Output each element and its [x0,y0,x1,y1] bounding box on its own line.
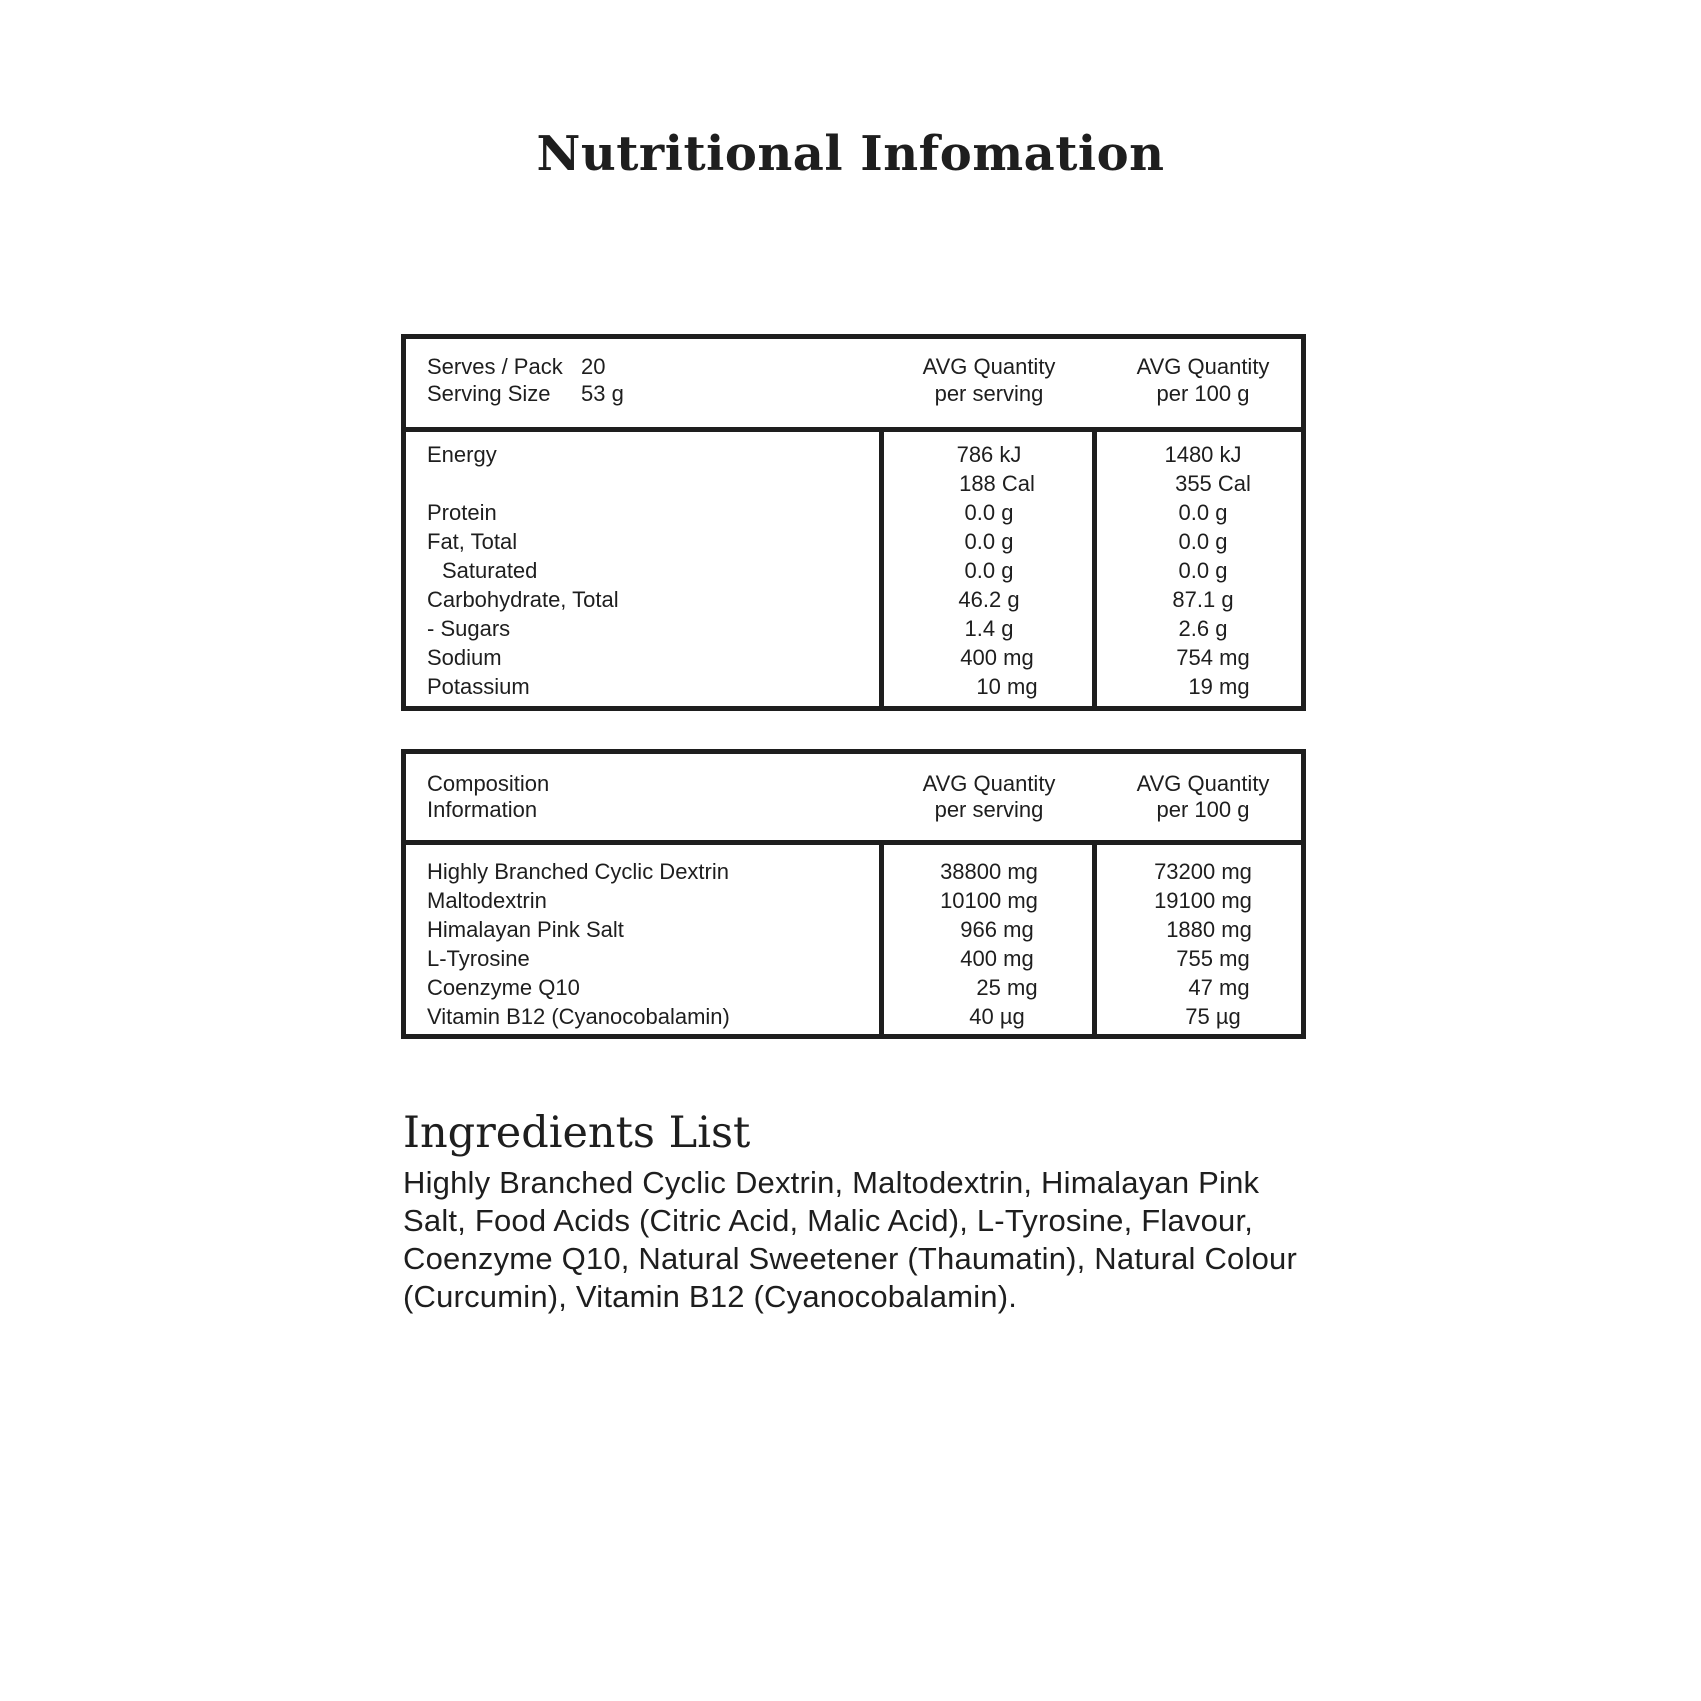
per-100g-value: 754 mg [1176,645,1250,670]
component-label: Coenzyme Q10 [427,975,580,1000]
per-100g-header-line2: per 100 g [1156,797,1250,822]
per-100g-value: 19100 mg [1154,888,1252,913]
component-label: L-Tyrosine [427,946,530,971]
per-serving-value: 0.0 g [964,558,1014,583]
per-serving-value: 38800 mg [940,859,1038,884]
nutrient-label: Potassium [427,674,530,699]
per-serving-value: 400 mg [960,645,1034,670]
nutrient-label: Energy [427,442,497,467]
composition-row [406,915,1301,944]
per-100g-value: 47 mg [1188,975,1250,1000]
per-100g-header-line2: per 100 g [1156,381,1250,406]
composition-header-line2: Information [427,797,538,822]
composition-row [406,886,1301,915]
composition-body [406,845,1301,1034]
composition-row [406,1002,1301,1031]
page-title: Nutritional Infomation [536,126,1165,182]
composition-row [406,944,1301,973]
serves-value: 20 [581,354,606,379]
per-100g-value: 0.0 g [1178,558,1228,583]
nutrition-row-sodium [406,643,1301,672]
nutrient-label: Sodium [427,645,502,670]
composition-row [406,973,1301,1002]
nutrition-body [406,432,1301,706]
per-serving-header-line1: AVG Quantity [922,771,1056,796]
per-100g-value: 75 µg [1185,1004,1241,1029]
nutrient-label: Carbohydrate, Total [427,587,619,612]
per-serving-value: 10100 mg [940,888,1038,913]
per-100g-value: 1480 kJ [1164,442,1242,467]
per-serving-value: 46.2 g [958,587,1020,612]
nutrition-row-potassium [406,672,1301,701]
per-100g-value: 73200 mg [1154,859,1252,884]
nutrient-label: Fat, Total [427,529,518,554]
composition-header [406,754,1301,845]
per-serving-value: 0.0 g [964,500,1014,525]
ingredients-title: Ingredients List [403,1108,751,1158]
per-serving-value: 0.0 g [964,529,1014,554]
per-100g-header-line1: AVG Quantity [1136,771,1270,796]
per-100g-value: 87.1 g [1172,587,1234,612]
per-100g-value: 0.0 g [1178,529,1228,554]
composition-panel [401,749,1306,1039]
per-serving-value: 1.4 g [964,616,1014,641]
nutrient-label: Saturated [442,558,538,583]
per-100g-value: 19 mg [1188,674,1250,699]
per-serving-value: 786 kJ [956,442,1022,467]
nutrition-row-saturated [406,556,1301,585]
per-serving-value: 400 mg [960,946,1034,971]
nutrient-label: - Sugars [427,616,511,641]
nutrition-row-carbohydrate [406,585,1301,614]
component-label: Himalayan Pink Salt [427,917,624,942]
component-label: Highly Branched Cyclic Dextrin [427,859,729,884]
per-serving-value: 10 mg [976,674,1038,699]
nutrient-label: Protein [427,500,497,525]
per-100g-value: 355 Cal [1175,471,1251,496]
ingredients-text: Highly Branched Cyclic Dextrin, Maltodextrin, Himalayan Pink Salt, Food Acids (Citric Acid, Malic Acid), L-Tyrosine, Flavour, Coenzyme Q10, Natural Sweetener (Thaumatin), Natural Colour (Curcumin), Vitamin B12 (Cyanocobalamin). [403,1165,1297,1314]
component-label: Vitamin B12 (Cyanocobalamin) [427,1004,730,1029]
serving-size-label: Serving Size [427,381,551,406]
component-label: Maltodextrin [427,888,547,913]
per-serving-header-line1: AVG Quantity [922,354,1056,379]
per-100g-value: 2.6 g [1178,616,1228,641]
serving-size-value: 53 g [581,381,624,406]
per-serving-header-line2: per serving [934,381,1044,406]
serves-label: Serves / Pack [427,354,563,379]
per-serving-value: 25 mg [976,975,1038,1000]
nutrition-row-energy-kj [406,440,1301,469]
per-serving-header-line2: per serving [934,797,1044,822]
nutrition-header [406,339,1301,432]
composition-header-line1: Composition [427,771,550,796]
composition-row [406,857,1301,886]
per-100g-value: 755 mg [1176,946,1250,971]
per-serving-value: 40 µg [969,1004,1025,1029]
nutrition-row-fat-total [406,527,1301,556]
per-100g-value: 0.0 g [1178,500,1228,525]
nutrition-row-protein [406,498,1301,527]
per-serving-value: 188 Cal [959,471,1035,496]
per-100g-header-line1: AVG Quantity [1136,354,1270,379]
nutrition-row-sugars [406,614,1301,643]
nutrition-panel [401,334,1306,711]
nutrition-row-energy-cal [406,469,1301,498]
per-100g-value: 1880 mg [1166,917,1252,942]
per-serving-value: 966 mg [960,917,1034,942]
